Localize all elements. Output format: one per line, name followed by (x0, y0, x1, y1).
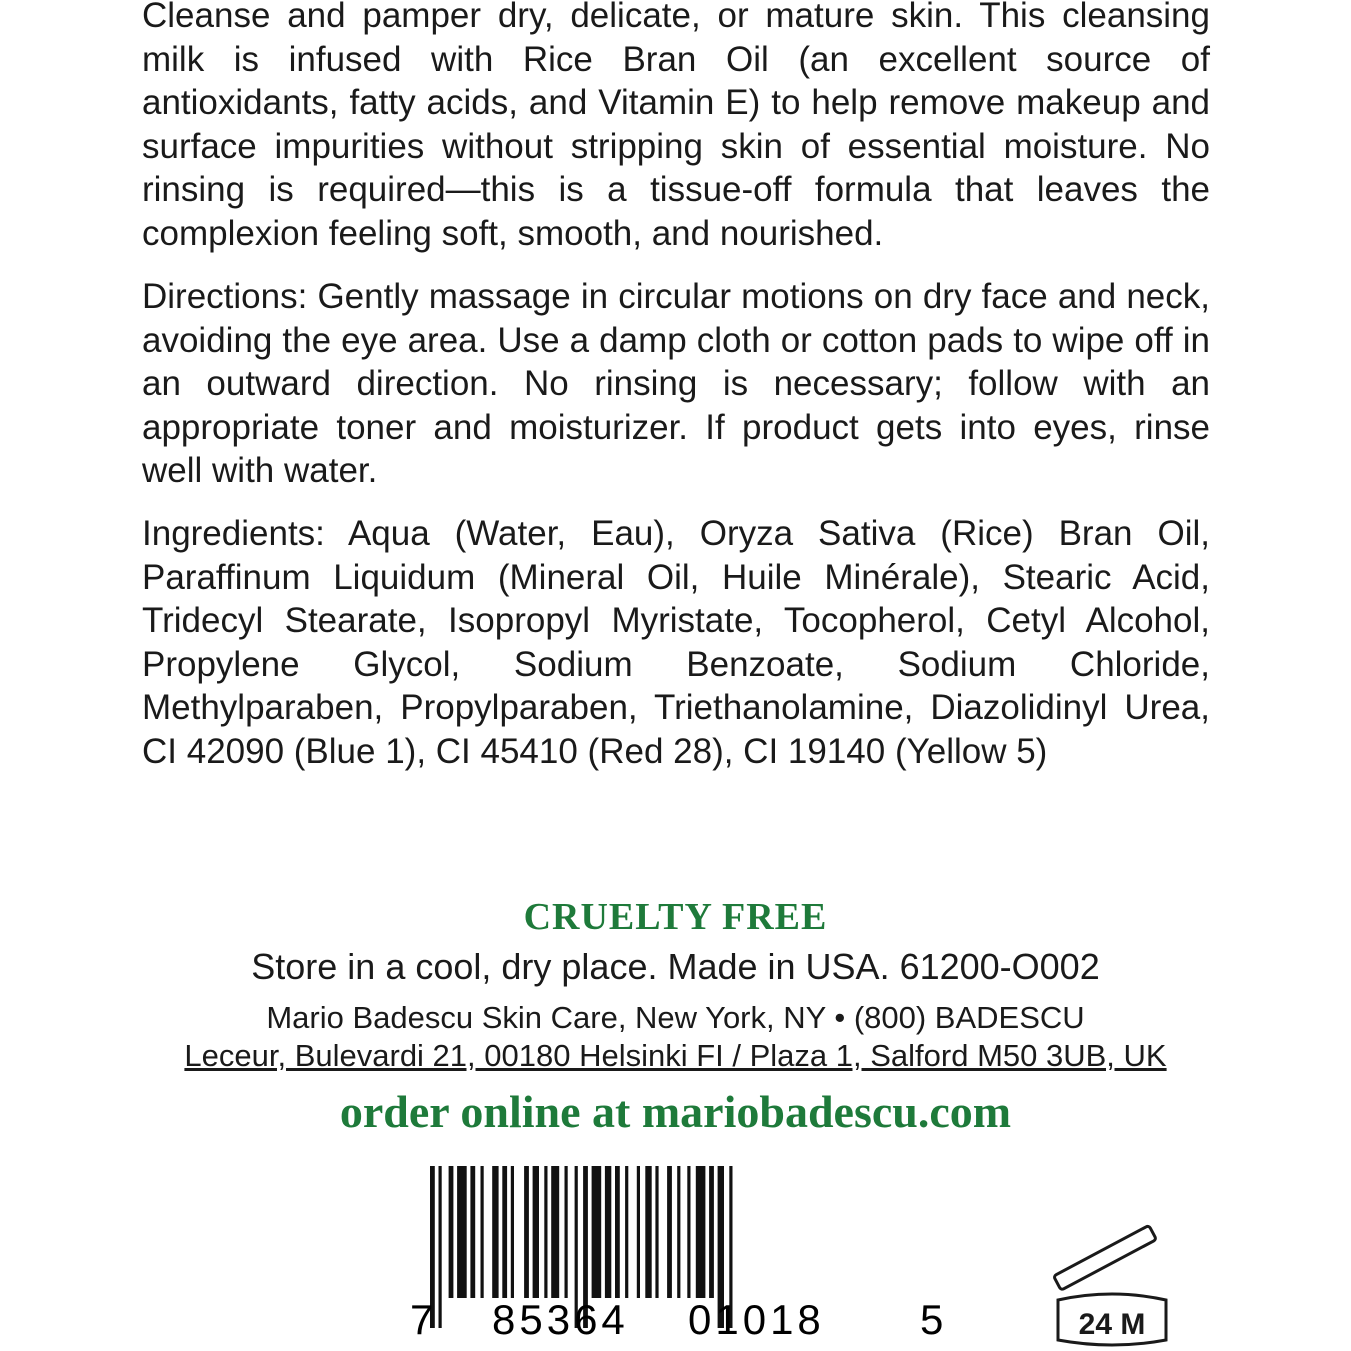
period-after-opening-label: 24 M (1078, 1308, 1146, 1341)
order-online-link: order online at mariobadescu.com (339, 1086, 1012, 1137)
barcode-bar (481, 1166, 484, 1298)
barcode-bar (502, 1166, 507, 1298)
barcode-bar (551, 1166, 559, 1298)
product-description: Cleanse and pamper dry, delicate, or mature skin. This cleansing milk is infused with Rice Bran Oil (an excellent source of antioxidants, fatty acids, and Vitamin E) to help remove makeup and surface impurities without stripping skin of essential moisture. No rinsing is required—this is a tissue-off formula that leaves the complexion feeling soft, smooth, and nourished. (142, 0, 1210, 253)
storage-note: Store in a cool, dry place. Made in USA. 61200-O002 (251, 946, 1100, 987)
barcode-bar (709, 1166, 714, 1298)
barcode-bar (511, 1166, 514, 1298)
ingredients-label: Ingredients: (142, 514, 325, 553)
directions-paragraph (142, 275, 1210, 493)
directions-text: Gently massage in circular motions on dry face and neck, avoiding the eye area. Use a damp cloth or cotton pads to wipe off in an outward direction. No rinsing is necessary; follow with an appropriate toner and moisturizer. If product gets into eyes, rinse well with water. (142, 277, 1210, 491)
barcode-bar (637, 1166, 640, 1298)
ingredients-paragraph (142, 512, 1210, 774)
barcode-bar (544, 1166, 547, 1298)
barcode-bar (625, 1166, 628, 1298)
barcode-bar (696, 1166, 706, 1298)
barcode-bar (615, 1166, 620, 1298)
ingredients-text: Aqua (Water, Eau), Oryza Sativa (Rice) Bran Oil, Paraffinum Liquidum (Mineral Oil, Huile Minérale), Stearic Acid, Tridecyl Stearate, Isopropyl Myristate, Tocopherol, Cetyl Alcohol, Propylene Glycol, Sodium Benzoate, Sodium Chloride, Methylparaben, Propylparaben, Triethanolamine, Diazolidinyl Urea, CI 42090 (Blue 1), CI 45410 (Red 28), CI 19140 (Yellow 5) (142, 514, 1210, 771)
barcode (400, 1162, 960, 1342)
barcode-bar (524, 1166, 529, 1298)
barcode-digit-first: 7 (410, 1296, 434, 1342)
company-address: Leceur, Bulevardi 21, 00180 Helsinki FI / Plaza 1, Salford M50 3UB, UK (184, 1038, 1167, 1073)
barcode-bar (592, 1166, 602, 1298)
barcode-digits-right: 01018 (688, 1296, 825, 1342)
barcode-bar (439, 1166, 442, 1328)
barcode-bar (492, 1166, 498, 1298)
barcode-bar (645, 1166, 651, 1298)
cruelty-free-heading: CRUELTY FREE (523, 896, 828, 938)
barcode-digits-left: 85364 (492, 1296, 629, 1342)
barcode-bar (470, 1166, 475, 1298)
barcode-bar (687, 1166, 690, 1298)
directions-label: Directions: (142, 277, 308, 316)
barcode-bar (449, 1166, 454, 1298)
barcode-bar (667, 1166, 672, 1298)
barcode-bar (655, 1166, 658, 1298)
barcode-bar (533, 1166, 539, 1298)
barcode-bar (605, 1166, 611, 1298)
barcode-bar (677, 1166, 680, 1298)
barcode-bar (565, 1166, 568, 1298)
barcode-bar (457, 1166, 467, 1298)
barcode-digit-last: 5 (920, 1296, 944, 1342)
company-info: Mario Badescu Skin Care, New York, NY • (800) BADESCU (266, 1000, 1085, 1035)
